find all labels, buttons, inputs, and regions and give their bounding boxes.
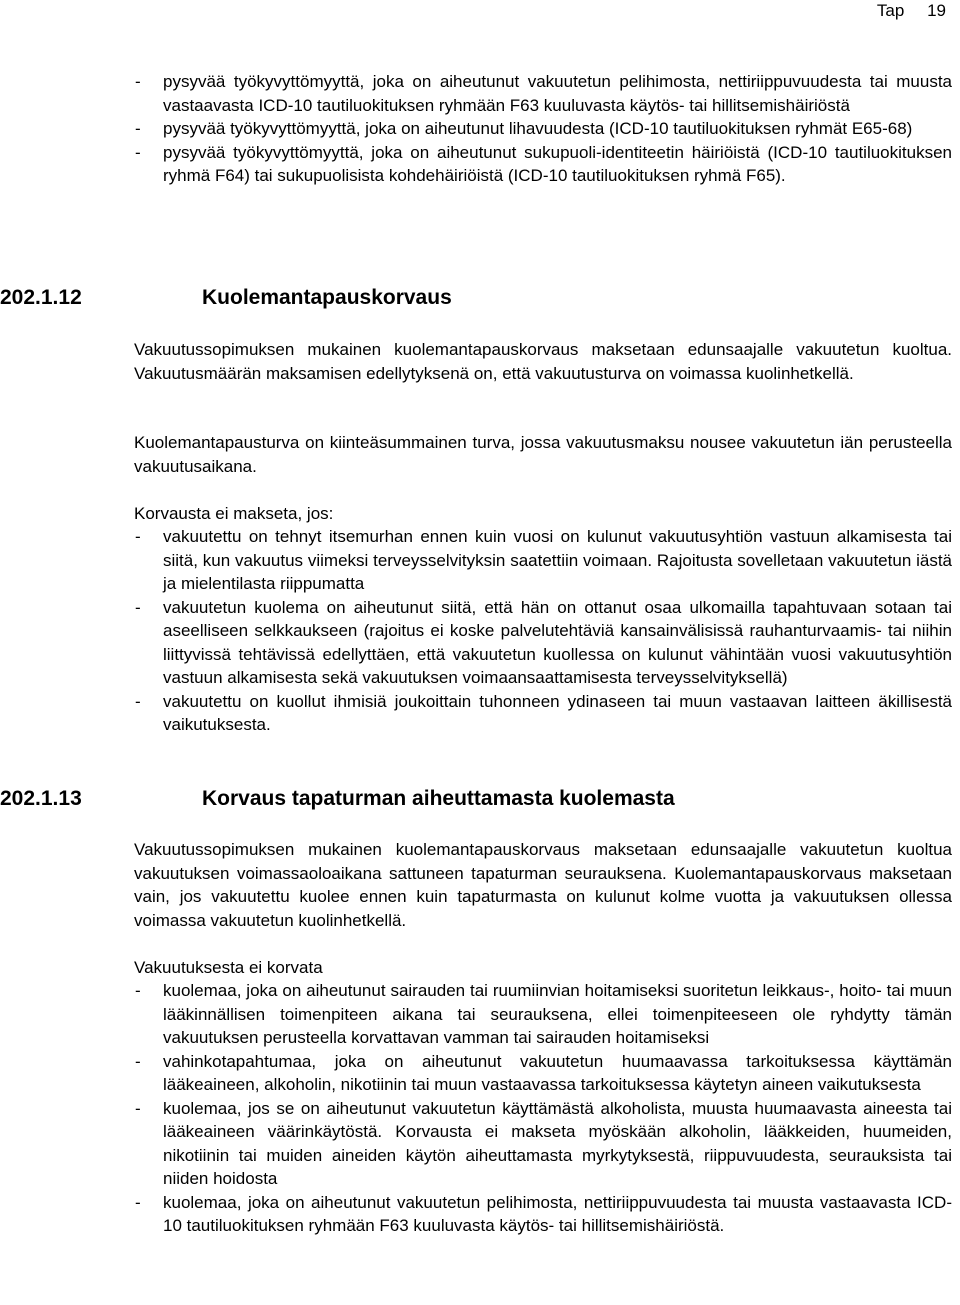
list-item	[0, 979, 960, 1050]
list-dash: -	[135, 1192, 141, 1212]
paragraph: Kuolemantapausturva on kiinteäsummainen turva, jossa vakuutusmaksu nousee vakuutetun iän perusteella vakuutusaikana.	[134, 433, 952, 476]
list-dash: -	[135, 981, 141, 1000]
exclusions-list-block	[0, 979, 960, 1238]
page-number: 19	[927, 1, 946, 20]
list-dash: -	[135, 72, 141, 91]
list-item	[0, 117, 960, 141]
list-item-text: vahinkotapahtumaa, joka on aiheutunut vakuutetun huumaavassa tarkoituksessa käyttämän lääkeaineen, alkoholin, nikotiinin tai muun vastaavassa tarkoituksessa käytetyn aineen vaikutuksesta	[163, 1051, 952, 1094]
section-number: 202.1.13	[0, 787, 82, 810]
paragraph: Vakuutussopimuksen mukainen kuolemantapauskorvaus maksetaan edunsaajalle vakuutetun kuoltua. Vakuutusmäärän maksamisen edellytyksenä on, että vakuutusturva on voimassa kuolinhetkellä.	[134, 340, 952, 383]
exclusions-list	[0, 979, 960, 1238]
list-item-text: pysyvää työkyvyttömyyttä, joka on aiheutunut vakuutetun pelihimosta, nettiriippuvuudesta tai muusta vastaavasta ICD-10 tautiluokituksen ryhmään F63 kuuluvasta käytös- tai hillitsemishäiriöstä	[163, 72, 952, 115]
list-item-text: vakuutettu on kuollut ihmisiä joukoittain tuhonneen ydinaseen tai muun vastaavan laitteen äkillisestä vaikutuksesta.	[163, 691, 952, 734]
section-heading-korvaus-tapaturman	[0, 786, 675, 812]
list-item-text: pysyvää työkyvyttömyyttä, joka on aiheutunut lihavuudesta (ICD-10 tautiluokituksen ryhmät E65-68)	[163, 119, 913, 138]
list-item	[0, 70, 960, 117]
list-item	[0, 1050, 960, 1097]
list-item	[0, 141, 960, 188]
top-list	[0, 70, 960, 188]
exclusions-list	[0, 525, 960, 737]
list-dash: -	[135, 119, 141, 138]
list-item	[0, 525, 960, 596]
list-item-text: vakuutetun kuolema on aiheutunut siitä, että hän on ottanut osaa ulkomailla tapahtuvaan sotaan tai aseelliseen selkkaukseen (rajoitus ei koske palvelutehtäviä kansainvälisissä rauhanturvaamis- tai niihin liittyvissä tehtävissä edellyttäen, että vakuutetun kuollessa on kulunut vähintään vuosi vakuutusyhtiön vastuun alkamisesta sekä vakuutuksen voimaansaattamisesta terveysselvityksellä)	[163, 597, 952, 687]
list-dash: -	[135, 527, 141, 546]
header-label: Tap	[876, 1, 905, 20]
list-dash: -	[135, 691, 141, 711]
list-item	[0, 1191, 960, 1238]
list-dash: -	[135, 597, 141, 617]
section-heading-kuolemantapauskorvaus	[0, 285, 452, 311]
section-title: Kuolemantapauskorvaus	[202, 286, 452, 309]
exclusions-list-block	[0, 525, 960, 737]
list-item-text: kuolemaa, jos se on aiheutunut vakuutetun käyttämästä alkoholista, muusta huumaavasta aineesta tai lääkeaineen väärinkäytöstä. Korvausta ei makseta myöskään alkoholin, lääkkeiden, huumeiden, nikotiinin tai muiden aineiden käytön aiheuttamasta myrkytyksestä, riippuvuudesta, seurauksista tai niiden hoidosta	[163, 1098, 952, 1188]
list-item-text: kuolemaa, joka on aiheutunut vakuutetun pelihimosta, nettiriippuvuudesta tai muusta vastaavasta ICD-10 tautiluokituksen ryhmään F63 kuuluvasta käytös- tai hillitsemishäiriöstä.	[163, 1192, 952, 1235]
list-item-text: kuolemaa, joka on aiheutunut sairauden tai ruumiinvian hoitamiseksi suoritetun leikkaus-, hoito- tai muun lääkinnällisen toimenpiteen aikana tai seurauksena, ellei toimenpiteeseen ole ryhdytty tämän vakuutuksen perusteella korvattavan vamman tai sairauden hoitamiseksi	[163, 981, 952, 1047]
list-dash: -	[135, 142, 141, 162]
section-title: Korvaus tapaturman aiheuttamasta kuolemasta	[202, 787, 675, 810]
list-dash: -	[135, 1051, 141, 1071]
list-item-text: vakuutettu on tehnyt itsemurhan ennen kuin vuosi on kulunut vakuutusyhtiön vastuun alkamisesta tai siitä, kun vakuutus viimeksi terveysselvityksin saatettiin voimaan. Rajoitusta sovelletaan vakuutetun iästä ja mielentilasta riippumatta	[163, 527, 952, 593]
page-header	[877, 0, 946, 22]
list-dash: -	[135, 1098, 141, 1118]
section-number: 202.1.12	[0, 286, 82, 309]
top-list-block	[0, 70, 960, 188]
list-item	[0, 1097, 960, 1191]
paragraph: Vakuutussopimuksen mukainen kuolemantapauskorvaus maksetaan edunsaajalle vakuutetun kuoltua vakuutuksen voimassaoloaikana sattuneen tapaturman seurauksena. Kuolemantapauskorvaus maksetaan vain, jos vakuutettu kuolee ennen kuin tapaturmasta on kulunut kolme vuotta ja vakuutuksen ollessa voimassa vakuutetun kuolinhetkellä.	[134, 840, 952, 930]
list-item-text: pysyvää työkyvyttömyyttä, joka on aiheutunut sukupuoli-identiteetin häiriöistä (ICD-10 tautiluokituksen ryhmä F64) tai sukupuolisista kohdehäiriöistä (ICD-10 tautiluokituksen ryhmä F65).	[163, 142, 952, 185]
exclusions-label: Vakuutuksesta ei korvata	[134, 958, 323, 977]
list-item	[0, 596, 960, 690]
list-item	[0, 690, 960, 737]
exclusions-label: Korvausta ei makseta, jos:	[134, 504, 334, 523]
